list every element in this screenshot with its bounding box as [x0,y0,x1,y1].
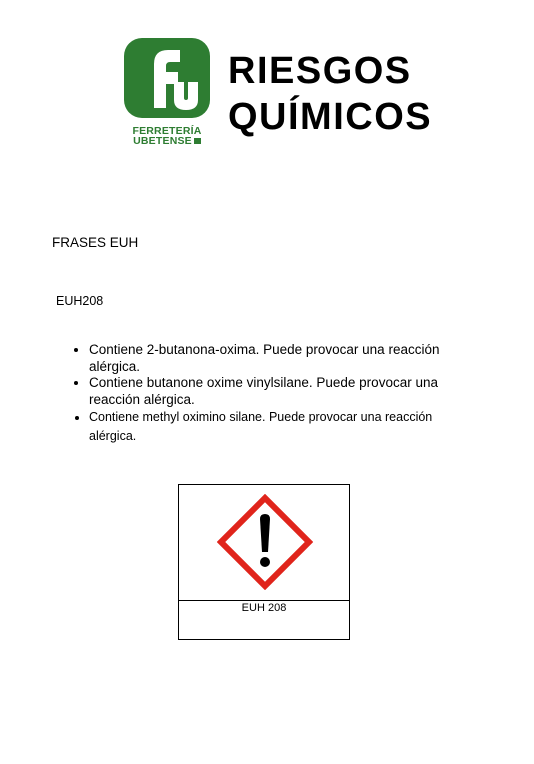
hazard-pictogram-box [178,484,350,640]
logo-text [124,126,210,146]
logo-name-line2: UBETENSE [133,135,192,147]
list-item: • Contiene 2-butanona-oxima. Puede provocar una reacción alérgica. [89,342,479,375]
logo-name-line1: FERRETERÍA [132,125,202,137]
phrases-list [70,342,479,446]
pictogram-caption: EUH 208 [241,602,287,614]
euh-code: EUH208 [56,294,104,308]
fu-monogram-icon [124,38,210,118]
page-title [228,48,432,140]
exclamation-mark-hazard-icon [217,494,313,590]
company-logo [124,38,210,150]
list-item: • Contiene methyl oximino silane. Puede provocar una reacción alérgica. [89,408,479,446]
logo-mini-mark-icon [194,138,201,144]
title-line-2: QUÍMICOS [228,96,433,138]
title-line-1: RIESGOS [228,50,412,92]
pictogram-image [179,485,349,601]
section-label: FRASES EUH [52,235,139,250]
list-item: • Contiene butanone oxime vinylsilane. Puede provocar una reacción alérgica. [89,375,479,408]
